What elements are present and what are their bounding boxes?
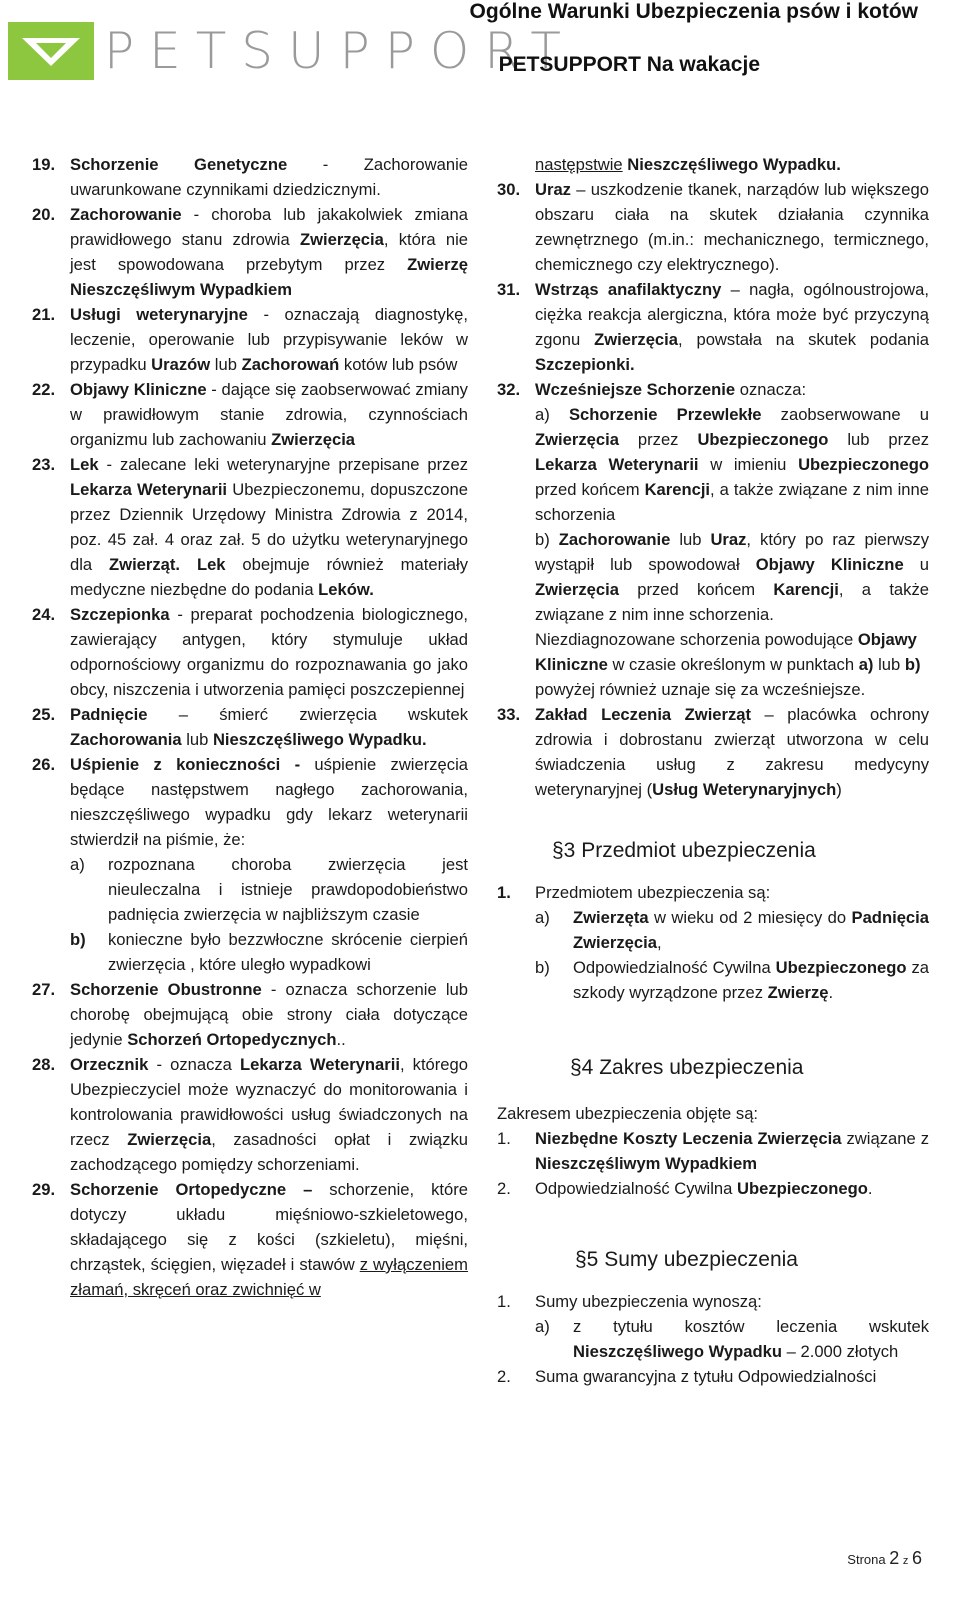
left-column: [32, 152, 468, 1302]
definition-33: 33. Zakład Leczenia Zwierząt – placówka ochrony zdrowia i dobrostanu zwierząt utworzona w celu świadczenia usług z zakresu medycyny weterynaryjnej (Usług Weterynaryjnych): [497, 705, 929, 799]
section-3-b: b) Odpowiedzialność Cywilna Ubezpieczonego za szkody wyrządzone przez Zwierzę.: [535, 958, 929, 1002]
document-title: Ogólne Warunki Ubezpieczenia psów i kotów: [469, 0, 918, 23]
section-3-heading: §3 Przedmiot ubezpieczenia: [552, 839, 816, 862]
definition-20: 20. Zachorowanie - choroba lub jakakolwiek zmiana prawidłowego stanu zdrowia Zwierzęcia, która nie jest spowodowana przebytym przez Zwierzę Nieszczęśliwym Wypadkiem: [32, 205, 468, 299]
definition-29: 29. Schorzenie Ortopedyczne – schorzenie, które dotyczy układu mięśniowo-szkieletowego, składającego się z kości (szkieletu), mięśni, chrząstek, ścięgien, więzadeł i stawów z wyłączeniem złamań, skręceń oraz zwichnięć w: [32, 1180, 468, 1299]
section-3-a: a) Zwierzęta w wieku od 2 miesięcy do Padnięcia Zwierzęcia,: [535, 908, 929, 952]
section-5-item-1: 1. Sumy ubezpieczenia wynoszą:: [497, 1292, 762, 1311]
logo-emblem-icon: [8, 22, 94, 80]
page-number: Strona 2 z 6: [847, 1548, 922, 1568]
definition-26-b: b) konieczne było bezzwłoczne skrócenie cierpień zwierzęcia , które uległo wypadkowi: [70, 930, 468, 974]
definition-30: 30. Uraz – uszkodzenie tkanek, narządów lub większego obszaru ciała na skutek działania czynnika zewnętrznego (m.in.: mechanicznego, termicznego, chemicznego czy elektrycznego).: [497, 180, 929, 274]
definition-32: 32. Wcześniejsze Schorzenie oznacza: a) Schorzenie Przewlekłe zaobserwowane u Zwierzęcia przez Ubezpieczonego lub przez Lekarza Weterynarii w imieniu Ubezpieczonego przed końcem Karencji, a także związane z nim inne schorzenia b) Zachorowanie lub Uraz, który po raz pierwszy wystąpił lub spowodował Objawy Kliniczne u Zwierzęcia przed końcem Karencji, a także związane z nim inne schorzenia. Niezdiagnozowane schorzenia powodujące Objawy Kliniczne w czasie określonym w punktach a) lub b) powyżej również uznaje się za wcześniejsze.: [497, 377, 929, 702]
section-4-item-2: 2. Odpowiedzialność Cywilna Ubezpieczonego.: [497, 1179, 873, 1198]
logo-text: PETSUPPORT: [104, 22, 576, 80]
section-5-a: a) z tytułu kosztów leczenia wskutek Nieszczęśliwego Wypadku – 2.000 złotych: [535, 1317, 929, 1361]
definition-27: 27. Schorzenie Obustronne - oznacza schorzenie lub chorobę obejmującą obie strony ciała dotyczące jedynie Schorzeń Ortopedycznych..: [32, 980, 468, 1049]
definition-19: 19. Schorzenie Genetyczne - Zachorowanie uwarunkowane czynnikami dziedzicznymi.: [32, 155, 468, 199]
definition-29-continuation: następstwie Nieszczęśliwego Wypadku.: [535, 155, 841, 174]
definition-32-note: Niezdiagnozowane schorzenia powodujące Objawy Kliniczne w czasie określonym w punktach a) lub b) powyżej również uznaje się za wcześniejsze.: [535, 630, 921, 699]
page-header: [0, 0, 960, 120]
section-3-subitems: [535, 905, 929, 1005]
section-4-item-1: 1. Niezbędne Koszty Leczenia Zwierzęcia związane z Nieszczęśliwym Wypadkiem: [497, 1129, 929, 1173]
definition-22: 22. Objawy Kliniczne - dające się zaobserwować zmiany w prawidłowym stanie zdrowia, czynnościach organizmu lub zachowaniu Zwierzęcia: [32, 380, 468, 449]
definition-26: 26. Uśpienie z konieczności - uśpienie zwierzęcia będące następstwem nagłego zachorowania, nieszczęśliwego wypadku gdy lekarz weterynarii stwierdził na piśmie, że:: [32, 755, 468, 849]
section-5-heading: §5 Sumy ubezpieczenia: [575, 1248, 798, 1271]
section-5-item-2: 2. Suma gwarancyjna z tytułu Odpowiedzialności: [497, 1367, 877, 1386]
petsupport-logo: [8, 22, 576, 80]
definition-24: 24. Szczepionka - preparat pochodzenia biologicznego, zawierający antygen, który stymuluje układ odpornościowy organizmu do rozpoznawania go jako obcy, niszczenia i utworzenia pamięci poszczepiennej: [32, 605, 468, 699]
definition-21: 21. Usługi weterynaryjne - oznaczają diagnostykę, leczenie, operowanie lub przypisywanie leków w przypadku Urazów lub Zachorowań kotów lub psów: [32, 305, 468, 374]
section-4-heading: §4 Zakres ubezpieczenia: [570, 1056, 804, 1079]
definition-23: 23. Lek - zalecane leki weterynaryjne przepisane przez Lekarza Weterynarii Ubezpieczonemu, dopuszczone przez Dziennik Urzędowy Ministra Zdrowia z 2014, poz. 45 zał. 4 oraz zał. 5 do użytku weterynaryjnego dla Zwierząt. Lek obejmuje również materiały medyczne niezbędne do podania Leków.: [32, 455, 468, 599]
section-5-subitems: [535, 1314, 929, 1364]
definition-26-subitems: [70, 852, 468, 977]
definition-25: 25. Padnięcie – śmierć zwierzęcia wskutek Zachorowania lub Nieszczęśliwego Wypadku.: [32, 705, 468, 749]
document-subtitle: PETSUPPORT Na wakacje: [498, 53, 760, 76]
definition-32-b: b) Zachorowanie lub Uraz, który po raz pierwszy wystąpił lub spowodował Objawy Kliniczne u Zwierzęcia przed końcem Karencji, a także związane z nim inne schorzenia.: [535, 530, 929, 624]
definition-31: 31. Wstrząs anafilaktyczny – nagła, ogólnoustrojowa, ciężka reakcja alergiczna, która może być przyczyną zgonu Zwierzęcia, powstała na skutek podania Szczepionki.: [497, 280, 929, 374]
section-3-item-1: 1. Przedmiotem ubezpieczenia są:: [497, 883, 771, 902]
definition-28: 28. Orzecznik - oznacza Lekarza Weterynarii, którego Ubezpieczyciel może wyznaczyć do monitorowania i kontrolowania prawidłowości usług świadczonych na rzecz Zwierzęcia, zasadności opłat i związku zachodzącego pomiędzy schorzeniami.: [32, 1055, 468, 1174]
right-column: [497, 152, 929, 1389]
definition-26-a: a) rozpoznana choroba zwierzęcia jest nieuleczalna i istnieje prawdopodobieństwo padnięcia zwierzęcia w najbliższym czasie: [70, 855, 468, 924]
definition-32-a: a) Schorzenie Przewlekłe zaobserwowane u Zwierzęcia przez Ubezpieczonego lub przez Lekarza Weterynarii w imieniu Ubezpieczonego przed końcem Karencji, a także związane z nim inne schorzenia: [535, 405, 929, 524]
section-4-intro: Zakresem ubezpieczenia objęte są:: [497, 1104, 759, 1123]
